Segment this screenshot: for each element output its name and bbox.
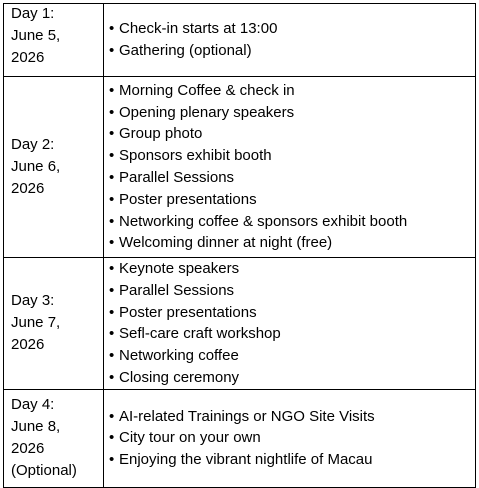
day-label-line: 2026 xyxy=(11,180,45,197)
activity-item xyxy=(109,427,475,449)
day-label xyxy=(11,394,103,482)
activity-item xyxy=(109,280,475,302)
schedule-row-day-4 xyxy=(4,389,476,487)
activity-item xyxy=(109,367,475,389)
bullet-icon: • xyxy=(109,125,115,143)
schedule-row-day-3 xyxy=(4,258,476,390)
activity-text: City tour on your own xyxy=(119,429,261,447)
day-label-line: Day 2: xyxy=(11,136,55,153)
activity-text: Opening plenary speakers xyxy=(119,103,295,121)
activity-text: Sponsors exhibit booth xyxy=(119,147,272,165)
activity-text: Poster presentations xyxy=(119,190,257,208)
schedule-row-day-2 xyxy=(4,77,476,258)
activity-item xyxy=(109,258,475,280)
bullet-icon: • xyxy=(109,303,115,321)
bullet-icon: • xyxy=(109,42,115,59)
bullet-icon: • xyxy=(109,281,115,299)
activity-text: Parallel Sessions xyxy=(119,281,235,299)
bullet-icon: • xyxy=(109,20,115,38)
bullet-icon: • xyxy=(109,103,115,121)
activity-list xyxy=(109,80,475,254)
day-label xyxy=(11,290,103,356)
day-label-line: 2026 xyxy=(11,336,45,354)
activity-item xyxy=(109,449,475,471)
day-label xyxy=(11,134,103,200)
schedule-table xyxy=(3,3,476,488)
activity-text: Parallel Sessions xyxy=(119,169,235,186)
activity-item xyxy=(109,40,475,62)
activity-text: Keynote speakers xyxy=(119,260,240,277)
activities-cell xyxy=(104,4,476,77)
activity-item xyxy=(109,80,475,102)
day-label-line: June 8, xyxy=(11,418,61,436)
activity-text: AI-related Trainings or NGO Site Visits xyxy=(119,407,375,425)
bullet-icon: • xyxy=(109,234,115,252)
bullet-icon: • xyxy=(109,212,115,230)
activity-text: Networking coffee xyxy=(119,347,239,365)
activity-item xyxy=(109,323,475,345)
day-label-line: June 6, xyxy=(11,158,61,175)
activity-item xyxy=(109,123,475,145)
activity-text: Morning Coffee & check in xyxy=(119,81,295,99)
activity-item xyxy=(109,102,475,124)
bullet-icon: • xyxy=(109,190,115,208)
activity-item xyxy=(109,167,475,189)
day-label-line: Day 4: xyxy=(11,396,55,414)
activity-text: Group photo xyxy=(119,125,203,143)
bullet-icon: • xyxy=(109,407,115,425)
activity-list xyxy=(109,406,475,471)
bullet-icon: • xyxy=(109,147,115,165)
activity-item xyxy=(109,18,475,40)
day-label-line: June 5, xyxy=(11,27,61,44)
bullet-icon: • xyxy=(109,368,115,386)
day-label-line: (Optional) xyxy=(11,462,77,480)
activity-text: Closing ceremony xyxy=(119,368,240,386)
day-cell xyxy=(4,389,104,487)
day-label-line: June 7, xyxy=(11,314,61,332)
day-label-line: 2026 xyxy=(11,440,45,458)
day-label-line: Day 1: xyxy=(11,5,55,22)
activities-cell xyxy=(104,389,476,487)
activities-cell xyxy=(104,258,476,390)
bullet-icon: • xyxy=(109,81,115,99)
activity-item xyxy=(109,302,475,324)
day-cell xyxy=(4,4,104,77)
activities-cell xyxy=(104,77,476,258)
activity-text: Check-in starts at 13:00 xyxy=(119,20,278,38)
day-label xyxy=(11,3,103,69)
activity-text: Sefl-care craft workshop xyxy=(119,325,281,343)
activity-item xyxy=(109,145,475,167)
activity-list xyxy=(109,258,475,389)
activity-item xyxy=(109,406,475,428)
bullet-icon: • xyxy=(109,347,115,365)
schedule-row-day-1 xyxy=(4,4,476,77)
bullet-icon: • xyxy=(109,451,115,469)
day-label-line: Day 3: xyxy=(11,292,55,310)
activity-text: Gathering (optional) xyxy=(119,42,252,59)
activity-item xyxy=(109,211,475,233)
activity-item xyxy=(109,345,475,367)
bullet-icon: • xyxy=(109,429,115,447)
activity-item xyxy=(109,232,475,254)
activity-item xyxy=(109,189,475,211)
activity-text: Poster presentations xyxy=(119,303,257,321)
day-cell xyxy=(4,258,104,390)
day-cell xyxy=(4,77,104,258)
activity-text: Enjoying the vibrant nightlife of Macau xyxy=(119,451,373,469)
activity-text: Welcoming dinner at night (free) xyxy=(119,234,333,252)
activity-text: Networking coffee & sponsors exhibit booth xyxy=(119,212,408,230)
day-label-line: 2026 xyxy=(11,49,45,66)
bullet-icon: • xyxy=(109,325,115,343)
bullet-icon: • xyxy=(109,169,115,186)
activity-list xyxy=(109,18,475,62)
bullet-icon: • xyxy=(109,260,115,277)
